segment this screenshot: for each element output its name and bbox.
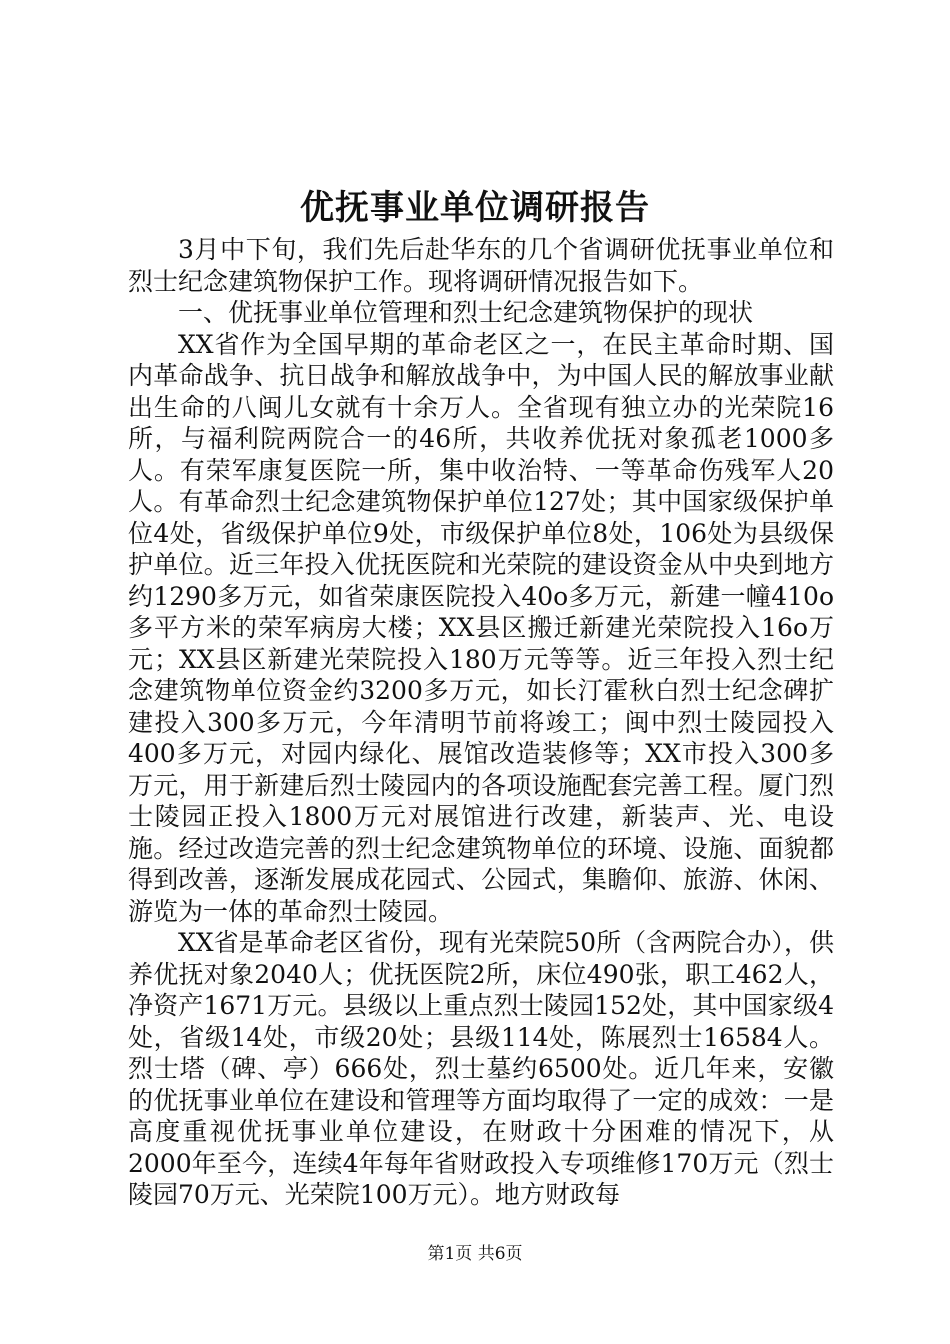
paragraph-intro: 3月中下旬，我们先后赴华东的几个省调研优抚事业单位和烈士纪念建筑物保护工作。现将调研情况报告如下。 [128, 235, 834, 296]
paragraph-fujian: XX省作为全国早期的革命老区之一，在民主革命时期、国内革命战争、抗日战争和解放战争中，为中国人民的解放事业献出生命的八闽儿女就有十余万人。全省现有独立办的光荣院16所，与福利院两院合一的46所，共收养优抚对象孤老1000多人。有荣军康复医院一所，集中收治特、一等革命伤残军人20人。有革命烈士纪念建筑物保护单位127处；其中国家级保护单位4处，省级保护单位9处，市级保护单位8处，106处为县级保护单位。近三年投入优抚医院和光荣院的建设资金从中央到地方约1290多万元，如省荣康医院投入40o多万元，新建一幢410o多平方米的荣军病房大楼；XX县区搬迁新建光荣院投入16o万元；XX县区新建光荣院投入180万元等等。近三年投入烈士纪念建筑物单位资金约3200多万元，如长汀霍秋白烈士纪念碑扩建投入300多万元，今年清明节前将竣工；闽中烈士陵园投入400多万元，对园内绿化、展馆改造装修等；XX市投入300多万元，用于新建后烈士陵园内的各项设施配套完善工程。厦门烈士陵园正投入1800万元对展馆进行改建，新装声、光、电设施。经过改造完善的烈士纪念建筑物单位的环境、设施、面貌都得到改善，逐渐发展成花园式、公园式，集瞻仰、旅游、休闲、游览为一体的革命烈士陵园。 [128, 329, 834, 926]
section-heading: 一、优抚事业单位管理和烈士纪念建筑物保护的现状 [178, 298, 754, 327]
page-title: 优抚事业单位调研报告 [300, 188, 650, 228]
page-number-footer: 第1页 共6页 [427, 1244, 523, 1264]
paragraph-anhui: XX省是革命老区省份，现有光荣院50所（含两院合办），供养优抚对象2040人；优抚医院2所，床位490张，职工462人，净资产1671万元。县级以上重点烈士陵园152处，其中国家级4处，省级14处，市级20处；县级114处，陈展烈士16584人。烈士塔（碑、亭）666处，烈士墓约6500处。近几年来，安徽的优抚事业单位在建设和管理等方面均取得了一定的成效：一是高度重视优抚事业单位建设，在财政十分困难的情况下，从2000年至今，连续4年每年省财政投入专项维修170万元（烈士陵园70万元、光荣院100万元）。地方财政每 [128, 928, 834, 1209]
document-body [128, 234, 834, 1211]
